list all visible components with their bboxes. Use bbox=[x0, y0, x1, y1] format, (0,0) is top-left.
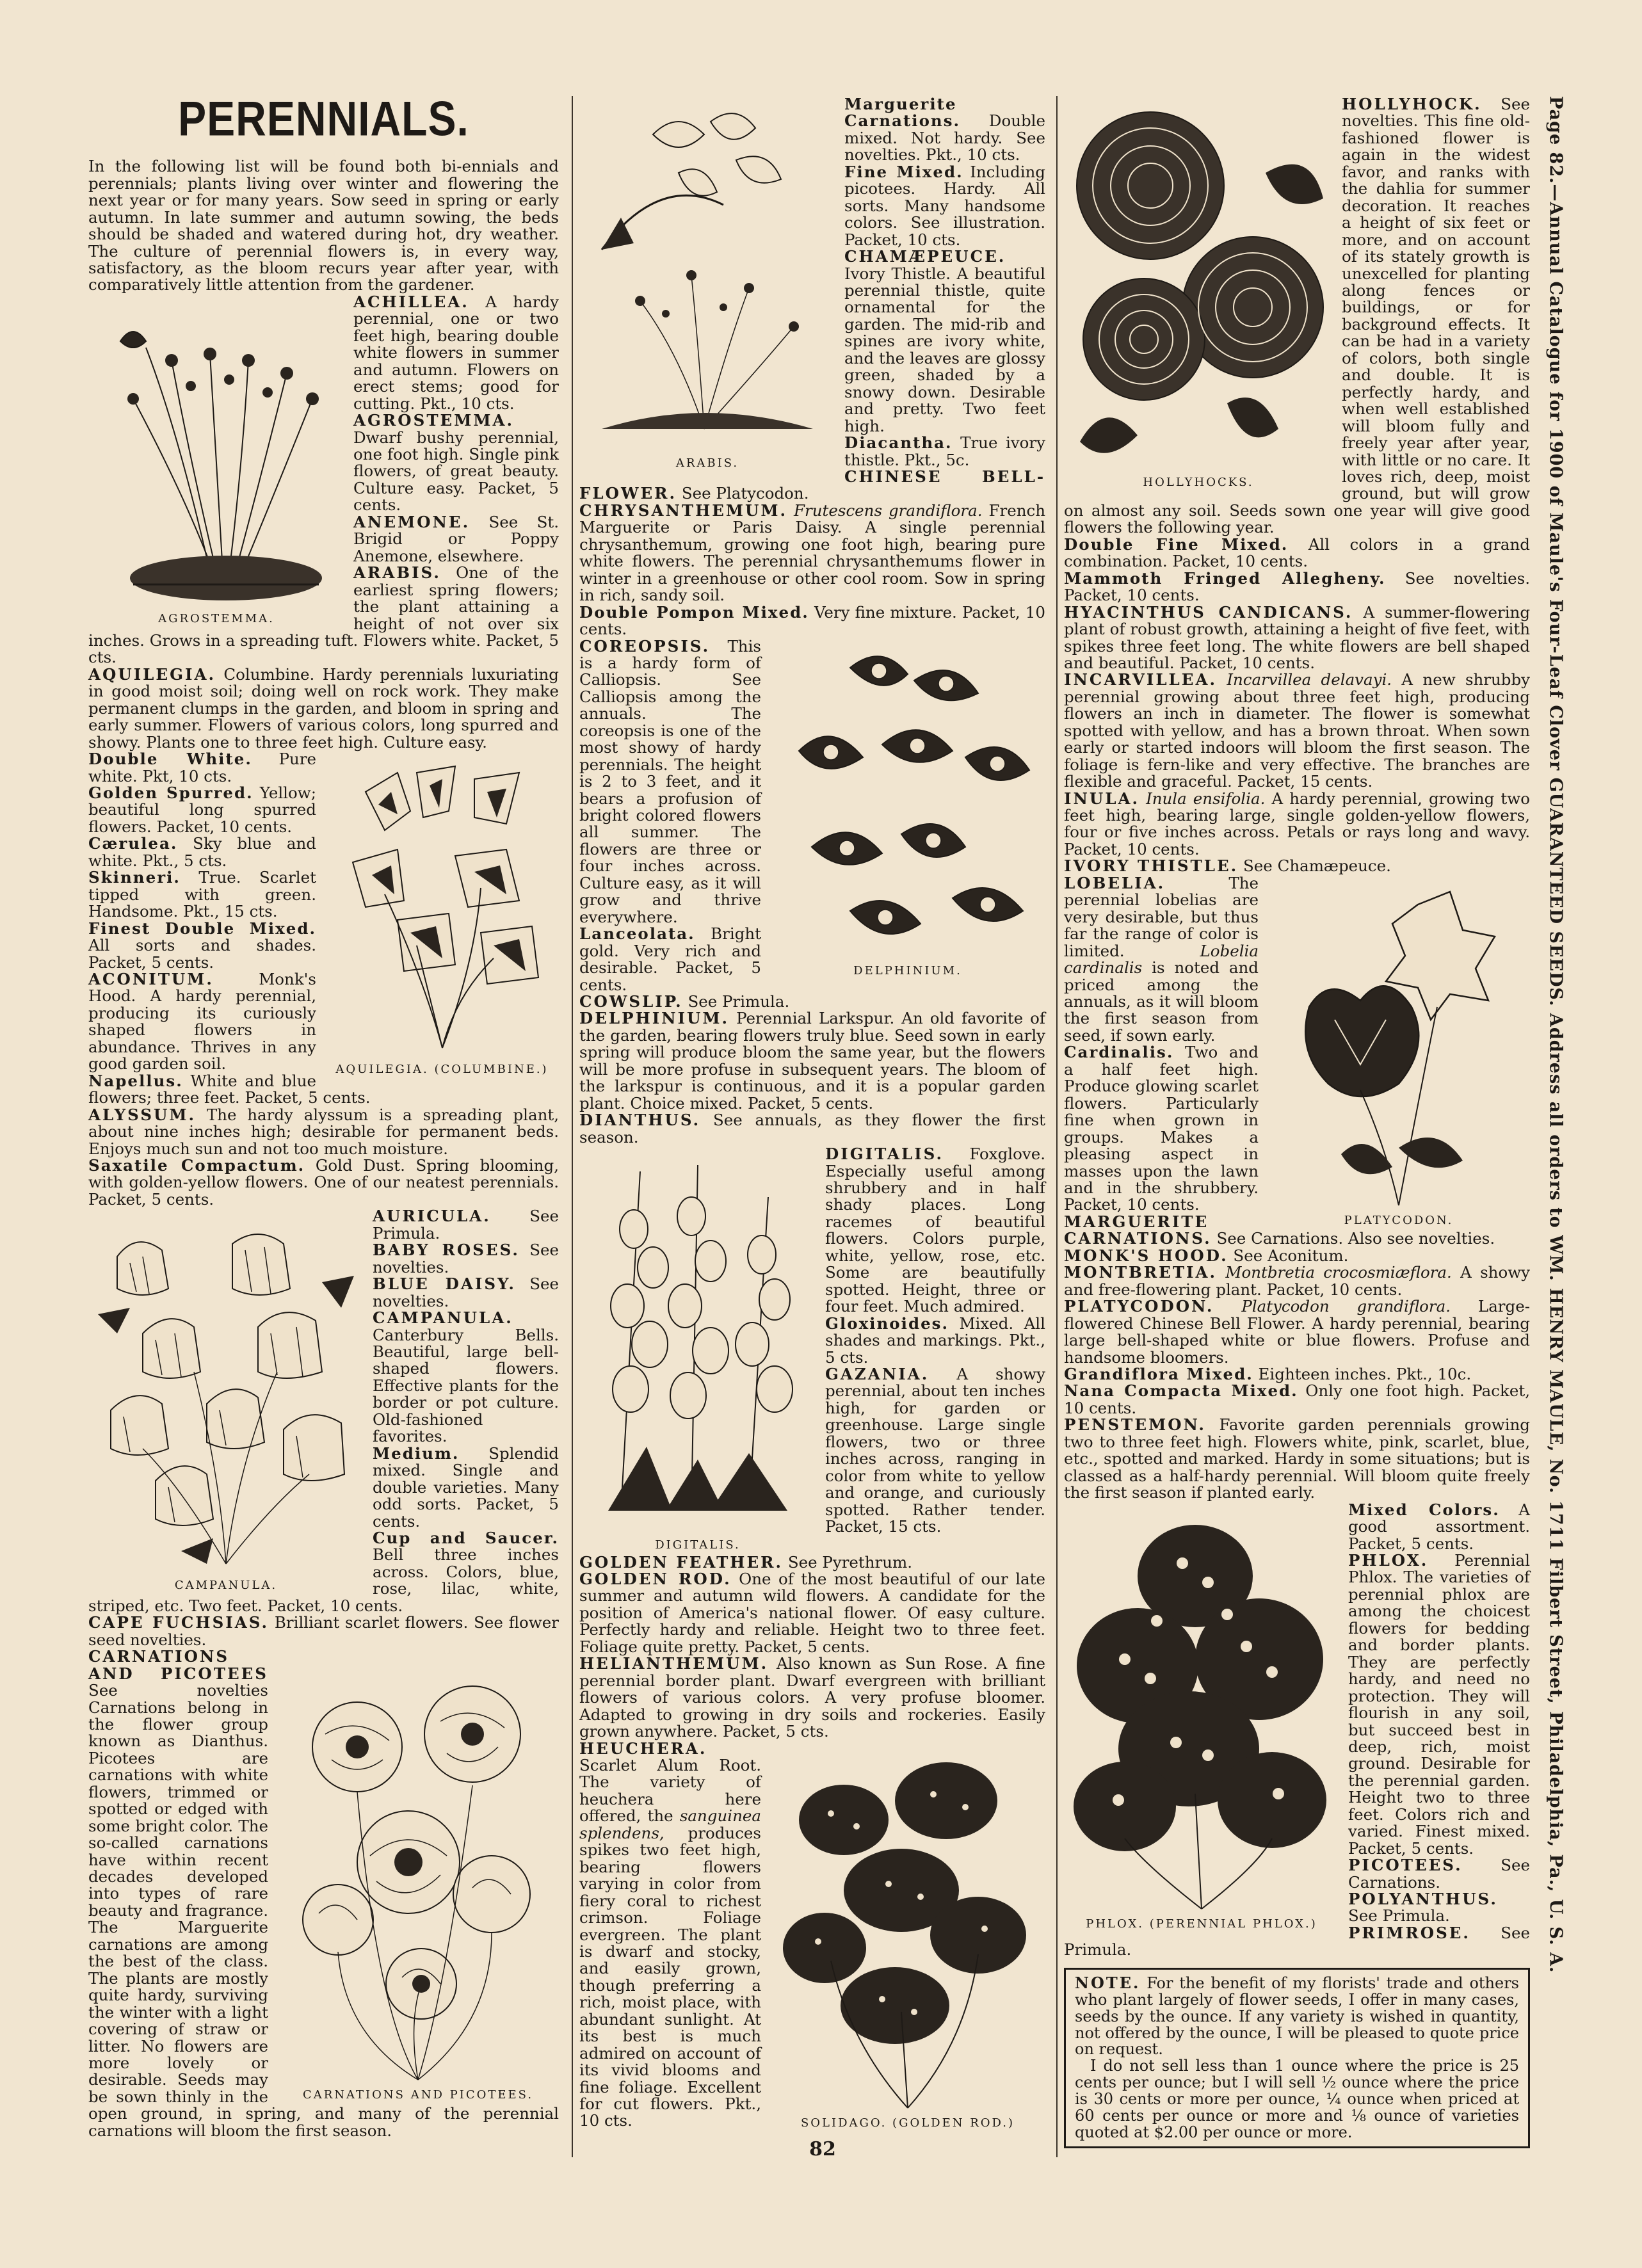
entry-text: Scarlet Alum Root. The variety of heuchera here offered, the bbox=[579, 1755, 761, 1826]
entry-text: Only one foot high. Packet, 10 cents. bbox=[1064, 1381, 1530, 1417]
carnations-illustration bbox=[280, 1651, 556, 2086]
entry-text: A hardy perennial, one or two feet high, bearing double white flowers in summer and autumn. Flowers on erect stems; good for cutting. Pkt., 10 cts. bbox=[353, 292, 559, 413]
caption-platycodon: PLATYCODON. bbox=[1344, 1213, 1454, 1227]
entry-text: Bright gold. Very rich and desirable. Packet, 5 cents. bbox=[579, 924, 761, 994]
delphinium-illustration bbox=[773, 642, 1042, 962]
entry-text: Sky blue and white. Pkt., 5 cts. bbox=[88, 834, 316, 870]
entry-name: Double Fine Mixed. bbox=[1064, 535, 1289, 554]
entry-text: Splendid mixed. Single and double varieties. Many odd sorts. Packet, 5 cents. bbox=[373, 1444, 559, 1531]
carnations-figure bbox=[277, 1651, 559, 2101]
entry-name: ARABIS. bbox=[353, 563, 441, 583]
entry-text: This is a hardy form of Calliopsis. See Calliopsis among the annuals. The coreopsis is one of the most showy of hardy perennials. The height is 2 to 3 feet, and it bears a profusion of bright colored flowers all summer. The flowers are three or four inches across. Culture easy, as it will grow and thrive everywhere. bbox=[579, 636, 761, 926]
entry-text: One of the most beautiful of our late summer and autumn wild flowers. A candidate for the position of America's national flower. Of easy culture. Perfectly hardy and reliable. Height two to three feet. Foliage quite pretty. Packet, 5 cents. bbox=[579, 1569, 1045, 1656]
column-3 bbox=[1064, 96, 1530, 2148]
entry-cowslip bbox=[579, 993, 1045, 1010]
entry-name: BABY ROSES. bbox=[373, 1241, 520, 1260]
entry-name: ACHILLEA. bbox=[353, 292, 469, 311]
entry-text: Foxglove. Especially useful among shrubbery and in half shady places. Long racemes of beautiful flowers. Colors purple, white, yellow, rose, etc. Some are beautifully spotted. Height, three or four feet. Much admired. bbox=[825, 1145, 1045, 1316]
arabis-illustration bbox=[583, 96, 832, 454]
entry-name: DELPHINIUM. bbox=[579, 1009, 730, 1028]
entry-name: Fine Mixed. bbox=[844, 162, 963, 181]
entry-text: Very fine mixture. Packet, 10 cents. bbox=[579, 602, 1045, 639]
entry-name: HELIANTHEMUM. bbox=[579, 1654, 769, 1673]
entry-ivory-thistle bbox=[1064, 858, 1530, 874]
entry-mammoth bbox=[1064, 570, 1530, 604]
entry-text: See Primula. bbox=[688, 992, 790, 1011]
entry-text: produces spikes two feet high, bearing flowers varying in color from fiery coral to richest crimson. Foliage evergreen. The plant is dwarf and stocky, and easily grown, though preferring a rich, moist place, with abundant sunlight. At its best is much admired on account of its vivid blooms and fine foliage. Excellent for cut flowers. Pkt., 10 cts. bbox=[579, 1823, 761, 2130]
entry-name: ANEMONE. bbox=[353, 512, 471, 531]
entry-name: Mixed Colors. bbox=[1348, 1500, 1500, 1519]
aquilegia-figure bbox=[325, 753, 559, 1075]
entry-text: Yellow; beautiful long spurred flowers. Packet, 10 cents. bbox=[88, 784, 316, 836]
entry-text: See novelties Carnations belong in the flower group known as Dianthus. Picotees are carnations with white flowers, trimmed or spotted or edged with some bright color. The so-called carnations have within recent decades developed into types of rare beauty and fragrance. The Marguerite carnations are among the best of the class. The plants are mostly quite hardy, surviving the winter with a light covering of straw or litter. No flowers are more lovely or desirable. Seeds may be sown thinly in the open ground, in spring, and many of the perennial carnations will bloom the first season. bbox=[88, 1681, 559, 2140]
entry-name: Cardinalis. bbox=[1064, 1043, 1174, 1062]
entry-text: See Aconitum. bbox=[1233, 1246, 1349, 1265]
entry-text: See Primula. bbox=[1064, 1923, 1530, 1959]
entry-text: Columbine. Hardy perennials luxuriating in good moist soil; doing well on rock work. They make permanent clumps in the garden, and bloom in spring and early summer. Flowers of various colors, long spurred and showy. Plants one to three feet high. Culture easy. bbox=[88, 664, 559, 752]
caption-phlox: PHLOX. (PERENNIAL PHLOX.) bbox=[1086, 1917, 1317, 1931]
page-number: 82 bbox=[809, 2138, 836, 2160]
entry-name: Double White. bbox=[88, 750, 252, 769]
caption-agrostemma: AGROSTEMMA. bbox=[158, 611, 275, 625]
hollyhocks-illustration bbox=[1067, 96, 1330, 474]
entry-text: One of the earliest spring flowers; the plant attaining a height of not over six inches. Grows in a spreading tuft. Flowers white. Packet, 5 cts. bbox=[88, 563, 559, 667]
campanula-figure bbox=[88, 1218, 364, 1591]
entry-name: MONTBRETIA. bbox=[1064, 1263, 1218, 1282]
entry-name: PICOTEES. bbox=[1348, 1856, 1463, 1875]
note-box bbox=[1064, 1968, 1530, 2148]
intro-paragraph: In the following list will be found both bi-ennials and perennials; plants living over winter and flowering the next year or for many years. Sow seed in spring or early autumn. In late summer and autumn sowing, the beds should be shaded and watered during hot, dry weather. The culture of perennial flowers is, in every way, satisfactory, as the bloom recurs year after year, with comparatively little attention from the gardener. bbox=[88, 157, 559, 294]
entry-penstemon bbox=[1064, 1417, 1530, 1501]
entry-text: True ivory thistle. Pkt., 5c. bbox=[844, 433, 1045, 469]
entry-text: French Marguerite or Paris Daisy. A single perennial chrysanthemum, growing one foot high, bearing pure white flowers. The perennial chrysanthemums flower in winter in a greenhouse or other cool room. Sow in spring in rich, sandy soil. bbox=[579, 501, 1045, 605]
agrostemma-figure bbox=[88, 303, 344, 625]
entry-aquilegia bbox=[88, 666, 559, 751]
entry-text: White and blue flowers; three feet. Packet, 5 cents. bbox=[88, 1071, 371, 1107]
entry-name: Medium. bbox=[373, 1444, 460, 1463]
entry-text: Eighteen inches. Pkt., 10c. bbox=[1258, 1364, 1472, 1383]
entry-incarvillea bbox=[1064, 672, 1530, 790]
solidago-figure bbox=[770, 1743, 1045, 2129]
entry-text: Two and a half feet high. Produce glowing scarlet flowers. Particularly fine when grown in groups. Makes a pleasing aspect in masses upon the lawn and in the shrubbery. Packet, 10 cents. bbox=[1064, 1043, 1259, 1214]
caption-hollyhocks: HOLLYHOCKS. bbox=[1143, 476, 1254, 489]
entry-text: See novelties. bbox=[373, 1241, 559, 1276]
entry-name: GAZANIA. bbox=[825, 1364, 930, 1383]
campanula-illustration bbox=[92, 1218, 360, 1577]
entry-chinese-bell bbox=[579, 469, 1045, 503]
entry-name: Golden Spurred. bbox=[88, 784, 254, 803]
entry-text: Perennial Phlox. The varieties of perennial phlox are among the choicest flowers for bedding and border plants. They are perfectly hardy, and need no protection. They will flourish in any soil, but succeed best in deep, rich, moist ground. Desirable for the perennial garden. Height two to three feet. Colors rich and varied. Finest mixed. Packet, 5 cents. bbox=[1348, 1550, 1530, 1858]
phlox-illustration bbox=[1067, 1506, 1336, 1915]
entry-text: Mixed. All shades and markings. Pkt., 5 cts. bbox=[825, 1314, 1045, 1367]
entry-text: Monk's Hood. A hardy perennial, producing its curiously shaped flowers in abundance. Thrives in any good garden soil. bbox=[88, 970, 316, 1074]
column-2 bbox=[579, 96, 1045, 2132]
entry-name: INULA. bbox=[1064, 789, 1139, 808]
caption-delphinium: DELPHINIUM. bbox=[853, 963, 962, 977]
side-banner-text: Page 82.—Annual Catalogue for 1900 of Maule's Four-Leaf Clover GUARANTEED SEEDS. Address all orders to WM. HENRY MAULE, No. 1711 Filbert Street, Philadelphia, Pa., U. S. A. bbox=[1545, 96, 1566, 1974]
entry-helianthemum bbox=[579, 1655, 1045, 1740]
entry-saxatile bbox=[88, 1157, 559, 1208]
entry-name: CHAMÆPEUCE. bbox=[844, 247, 1006, 266]
entry-text: A good assortment. Packet, 5 cents. bbox=[1348, 1500, 1530, 1553]
entry-name: ACONITUM. bbox=[88, 970, 214, 989]
entry-name: PENSTEMON. bbox=[1064, 1415, 1206, 1435]
note-paragraph bbox=[1075, 1975, 1519, 2059]
entry-name: GOLDEN ROD. bbox=[579, 1569, 732, 1588]
entry-name: Nana Compacta Mixed. bbox=[1064, 1381, 1298, 1401]
entry-monks-hood bbox=[1064, 1248, 1530, 1264]
entry-name: Cærulea. bbox=[88, 834, 178, 853]
entry-name: DIGITALIS. bbox=[825, 1145, 944, 1164]
latin-name: Frutescens grandiflora. bbox=[794, 501, 983, 520]
entry-delphinium bbox=[579, 1010, 1045, 1112]
entry-name: CARNATIONS AND PICOTEES bbox=[88, 1647, 268, 1683]
note-text: For the benefit of my florists' trade and others who plant largely of flower seeds, I offer in many cases, seeds by the ounce. If any variety is wished in quantity, not offered by the ounce, I will be pleased to quote price on request. bbox=[1075, 1974, 1519, 2059]
entry-name: Gloxinoides. bbox=[825, 1314, 949, 1333]
entry-name: IVORY THISTLE. bbox=[1064, 857, 1239, 876]
entry-platycodon bbox=[1064, 1298, 1530, 1366]
entry-text: A new shrubby perennial growing about three feet high, producing flowers an inch in diameter. The flower is somewhat spotted with yellow, and has a brown throat. When sown early or started indoors will bloom the first season. The foliage is fern-like and very effective. The branches are flexible and graceful. Packet, 15 cents. bbox=[1064, 670, 1531, 791]
entry-name: Napellus. bbox=[88, 1071, 183, 1090]
entry-name: CHINESE BELL-FLOWER. bbox=[579, 467, 1045, 503]
entry-dianthus bbox=[579, 1112, 1045, 1146]
entry-name: COWSLIP. bbox=[579, 992, 683, 1011]
entry-double-pompon bbox=[579, 604, 1045, 638]
entry-golden-feather bbox=[579, 1554, 1045, 1571]
entry-inula bbox=[1064, 791, 1530, 858]
entry-name: AQUILEGIA. bbox=[88, 664, 216, 684]
entry-alyssum bbox=[88, 1107, 559, 1157]
entry-name: Double Pompon Mixed. bbox=[579, 602, 809, 622]
entry-double-fine-mixed bbox=[1064, 536, 1530, 570]
latin-name: Incarvillea delavayi. bbox=[1227, 670, 1392, 689]
column-1 bbox=[88, 91, 559, 2140]
entry-text: Gold Dust. Spring blooming, with golden-yellow flowers. One of our neatest perennials. Packet, 5 cents. bbox=[88, 1156, 559, 1209]
entry-text: Also known as Sun Rose. A fine perennial border plant. Dwarf evergreen with brilliant flowers of various colors. A very profuse bloomer. Adapted to growing in dry soils and rockeries. Easily grown anywhere. Packet, 5 cts. bbox=[579, 1654, 1045, 1741]
entry-name: Skinneri. bbox=[88, 868, 181, 887]
caption-arabis: ARABIS. bbox=[675, 456, 739, 470]
platycodon-illustration bbox=[1271, 879, 1527, 1212]
entry-name: COREOPSIS. bbox=[579, 636, 711, 655]
entry-name: Diacantha. bbox=[844, 433, 953, 453]
entry-text: See Primula. bbox=[1348, 1906, 1450, 1926]
latin-name: Inula ensifolia. bbox=[1146, 789, 1266, 808]
caption-solidago: SOLIDAGO. (GOLDEN ROD.) bbox=[800, 2116, 1015, 2130]
caption-campanula: CAMPANULA. bbox=[174, 1579, 278, 1593]
entry-text: Double mixed. Not hardy. See novelties. Pkt., 10 cts. bbox=[844, 111, 1045, 165]
entry-name: DIANTHUS. bbox=[579, 1111, 701, 1130]
entry-name: Grandiflora Mixed. bbox=[1064, 1364, 1253, 1383]
entry-text: The hardy alyssum is a spreading plant, about nine inches high; desirable for permanent beds. Enjoys much sun and not too much moisture. bbox=[88, 1105, 559, 1158]
arabis-figure bbox=[579, 96, 835, 469]
entry-name: AGROSTEMMA. bbox=[353, 411, 515, 430]
entry-name: CAMPANULA. bbox=[373, 1308, 513, 1328]
entry-name: PHLOX. bbox=[1348, 1550, 1429, 1570]
entry-text: See St. Brigid or Poppy Anemone, elsewhere. bbox=[353, 512, 559, 565]
page-title: PERENNIALS. bbox=[178, 91, 469, 146]
phlox-figure bbox=[1064, 1506, 1339, 1930]
entry-grandiflora bbox=[1064, 1366, 1530, 1383]
entry-name: MARGUERITE CARNATIONS. bbox=[1064, 1212, 1212, 1248]
entry-name: Finest Double Mixed. bbox=[88, 919, 316, 938]
entry-hyacinthus bbox=[1064, 604, 1530, 672]
entry-name: POLYANTHUS. bbox=[1348, 1890, 1498, 1909]
entry-text: Dwarf bushy perennial, one foot high. Single pink flowers, of great beauty. Culture easy. Packet, 5 cents. bbox=[353, 428, 559, 515]
note-paragraph-2: I do not sell less than 1 ounce where the price is 25 cents per ounce; but I will sell ½ ounce where the price is 30 cents or more per ounce, ¼ ounce when priced at 60 cents per ounce or more and ⅛ ounce of varieties quoted at $2.00 per ounce or more. bbox=[1075, 2057, 1519, 2141]
digitalis-figure bbox=[579, 1152, 816, 1551]
entry-text: A summer-flowering plant of robust growth, attaining a height of five feet, with spikes three feet long. The white flowers are bell shaped and beautiful. Packet, 10 cents. bbox=[1064, 602, 1531, 672]
latin-name: sanguinea splendens, bbox=[579, 1806, 761, 1842]
entry-golden-rod bbox=[579, 1571, 1045, 1655]
entry-text: A showy perennial, about ten inches high, for garden or greenhouse. Large single flowers, two or three inches across, ranging in color from white to yellow and orange, and curiously spotted. Rather tender. Packet, 15 cts. bbox=[825, 1364, 1045, 1536]
latin-name: Platycodon grandiflora. bbox=[1241, 1297, 1451, 1316]
entry-name: GOLDEN FEATHER. bbox=[579, 1552, 784, 1572]
entry-name: Saxatile Compactum. bbox=[88, 1156, 305, 1175]
entry-text: All sorts and shades. Packet, 5 cents. bbox=[88, 936, 316, 972]
entry-name: LOBELIA. bbox=[1064, 873, 1166, 892]
platycodon-figure bbox=[1268, 879, 1530, 1226]
entry-name: BLUE DAISY. bbox=[373, 1275, 516, 1294]
entry-name: CHRYSANTHEMUM. bbox=[579, 501, 788, 520]
entry-name: HOLLYHOCK. bbox=[1342, 95, 1482, 113]
entry-text: Pure white. Pkt, 10 cts. bbox=[88, 750, 316, 785]
entry-name: AURICULA. bbox=[373, 1207, 491, 1226]
entry-text: See novelties. This fine old-fashioned flower is again in the widest favor, and ranks with the dahlia for summer decoration. It reaches a height of six feet or more, and on account of its stately growth is unexcelled for planting along fences or buildings, or for background effects. It can be had in a variety of colors, both single and double. It is perfectly hardy, and when well established will bloom fully and freely year after year, with little or no care. It loves rich, deep, moist ground, but will grow on almost any soil. Seeds sown one year will give good flowers the following year. bbox=[1064, 95, 1530, 537]
solidago-illustration bbox=[773, 1743, 1042, 2114]
latin-name: Lobelia cardinalis bbox=[1064, 941, 1259, 977]
entry-text: A hardy perennial, growing two feet high, bearing large, single golden-yellow flowers, four or five inches across. Petals or rays long and wavy. Packet, 10 cents. bbox=[1064, 789, 1530, 858]
digitalis-illustration bbox=[583, 1152, 813, 1536]
entry-napellus bbox=[88, 1073, 559, 1107]
hollyhocks-figure bbox=[1064, 96, 1333, 488]
side-banner bbox=[1536, 96, 1575, 2157]
entry-name: ALYSSUM. bbox=[88, 1105, 197, 1124]
latin-name: Montbretia crocosmiæflora. bbox=[1225, 1263, 1452, 1282]
entry-text: Bell three inches across. Colors, blue, rose, lilac, white, striped, etc. Two feet. Packet, 10 cents. bbox=[88, 1545, 559, 1615]
entry-name: Cup and Saucer. bbox=[373, 1528, 559, 1547]
entry-text: See novelties. Packet, 10 cents. bbox=[1064, 568, 1530, 605]
entry-cape-fuchsias bbox=[88, 1614, 559, 1648]
entry-name: PRIMROSE. bbox=[1348, 1923, 1470, 1942]
entry-name: MONK'S HOOD. bbox=[1064, 1246, 1228, 1265]
entry-text: All colors in a grand combination. Packet, 10 cents. bbox=[1064, 535, 1530, 571]
caption-aquilegia: AQUILEGIA. (COLUMBINE.) bbox=[335, 1063, 549, 1077]
entry-text: Perennial Larkspur. An old favorite of the garden, bearing flowers truly blue. Seed sown in early spring will produce bloom the same year, but the flowers will be more profuse in subsequent years. The bloom of the larkspur is continuous, and it is a popular garden plant. Choice mixed. Packet, 5 cents. bbox=[579, 1009, 1045, 1113]
entry-text: Canterbury Bells. Beautiful, large bell-shaped flowers. Effective plants for the border or pot culture. Old-fashioned favorites. bbox=[373, 1325, 559, 1446]
caption-carnations: CARNATIONS AND PICOTEES. bbox=[302, 2088, 534, 2102]
aquilegia-illustration bbox=[327, 753, 558, 1061]
entry-text: Ivory Thistle. A beautiful perennial thistle, quite ornamental for the garden. The mid-rib and spines are ivory white, and the leaves are glossy green, shaded by a snowy down. Desirable and pretty. Two feet high. bbox=[844, 264, 1045, 435]
entry-text: See Pyrethrum. bbox=[787, 1552, 913, 1572]
delphinium-figure bbox=[770, 642, 1045, 977]
column-rule bbox=[1056, 96, 1058, 2157]
entry-text: Including picotees. Hardy. All sorts. Many handsome colors. See illustration. Packet, 10 cts. bbox=[844, 162, 1045, 249]
entry-text: Brilliant scarlet flowers. See flower seed novelties. bbox=[88, 1613, 559, 1649]
entry-text: See Carnations. bbox=[1348, 1856, 1530, 1892]
entry-text: See Carnations. Also see novelties. bbox=[1216, 1229, 1495, 1248]
entry-text: See Primula. bbox=[373, 1207, 559, 1243]
note-label: NOTE. bbox=[1075, 1973, 1141, 1992]
entry-chrysanthemum bbox=[579, 503, 1045, 604]
entry-name: HYACINTHUS CANDICANS. bbox=[1064, 602, 1353, 622]
column-rule bbox=[572, 96, 573, 2157]
entry-text: A showy and free-flowering plant. Packet, 10 cents. bbox=[1064, 1263, 1531, 1299]
entry-name: HEUCHERA. bbox=[579, 1739, 707, 1758]
entry-text: Favorite garden perennials growing two to three feet high. Flowers white, pink, scarlet, blue, etc., spotted and marked. Hardy in some situations; but is classed as a half-hardy perennial. Will bloom quite freely the first season if planted early. bbox=[1064, 1415, 1530, 1502]
entry-text: See Platycodon. bbox=[681, 484, 809, 503]
entry-name: Marguerite Carnations. bbox=[844, 95, 961, 131]
entry-name: Lanceolata. bbox=[579, 924, 695, 944]
entry-montbretia bbox=[1064, 1264, 1530, 1298]
caption-digitalis: DIGITALIS. bbox=[655, 1538, 741, 1552]
entry-text: See novelties. bbox=[373, 1275, 559, 1310]
agrostemma-illustration bbox=[95, 303, 338, 610]
entry-text: is noted and priced among the annuals, as it will bloom the first season from seed, if sown early. bbox=[1064, 958, 1259, 1045]
entry-text: See Chamæpeuce. bbox=[1243, 857, 1391, 876]
entry-text: True. Scarlet tipped with green. Handsome. Pkt., 15 cts. bbox=[88, 868, 316, 921]
entry-text: Large-flowered Chinese Bell Flower. A hardy perennial, bearing large bell-shaped white or blue flowers. Profuse and handsome bloomers. bbox=[1064, 1297, 1530, 1367]
entry-name: Mammoth Fringed Allegheny. bbox=[1064, 568, 1386, 588]
entry-text: The perennial lobelias are very desirable, but thus far the range of color is limited. bbox=[1064, 873, 1259, 960]
entry-nana bbox=[1064, 1383, 1530, 1417]
entry-name: INCARVILLEA. bbox=[1064, 670, 1217, 689]
entry-name: PLATYCODON. bbox=[1064, 1297, 1214, 1316]
entry-text: See annuals, as they flower the first season. bbox=[579, 1111, 1045, 1146]
entry-name: CAPE FUCHSIAS. bbox=[88, 1613, 270, 1632]
